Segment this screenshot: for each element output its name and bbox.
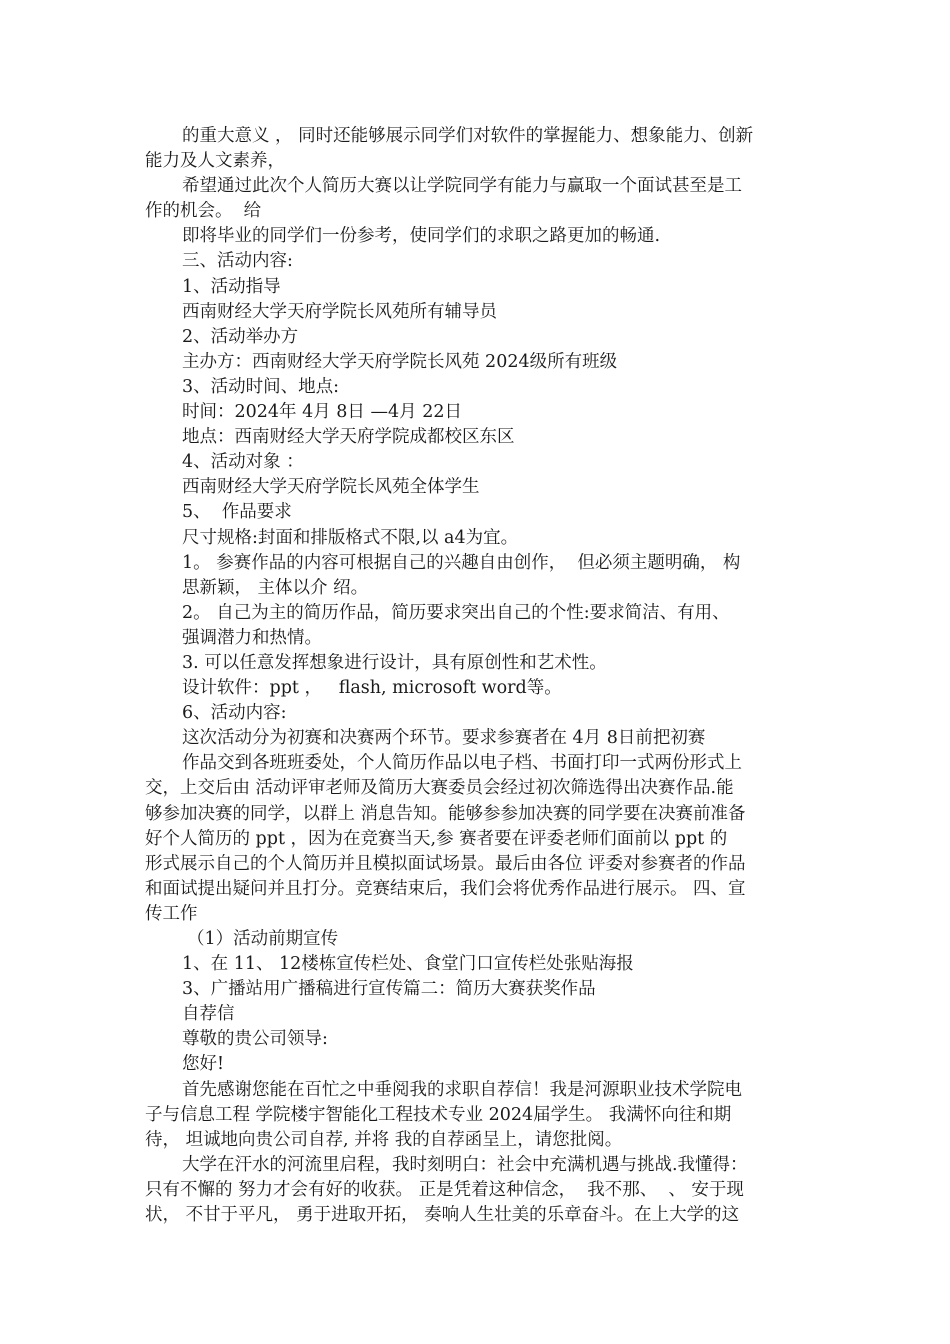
text-line: 够参加决赛的同学，以群上 消息告知。能够参参加决赛的同学要在决赛前准备 [145, 803, 746, 824]
text-line: 大学在汗水的河流里启程，我时刻明白：社会中充满机遇与挑战.我懂得： [182, 1154, 748, 1175]
text-line: 3、活动时间、地点: [182, 376, 340, 397]
text-line: 思新颖， 主体以介 绍。 [182, 577, 369, 598]
text-line: 希望通过此次个人简历大赛以让学院同学有能力与赢取一个面试甚至是工 [182, 176, 742, 197]
text-line: 2。 自己为主的简历作品，简历要求突出自己的个性:要求简洁、有用、 [182, 602, 730, 623]
text-line: 时间：2024年 4月 8日 —4月 22日 [182, 402, 462, 423]
text-line: 作品交到各班班委处，个人简历作品以电子档、书面打印一式两份形式上 [182, 753, 742, 774]
text-line: 只有不懈的 努力才会有好的收获。 正是凭着这种信念， 我不那、 、 安于现 [145, 1179, 744, 1200]
text-line: 的重大意义 ， 同时还能够展示同学们对软件的掌握能力、想象能力、创新 [182, 126, 754, 146]
text-line: 自荐信 [182, 1004, 235, 1025]
text-line: 3、广播站用广播稿进行宣传篇二：简历大赛获奖作品 [182, 979, 596, 1000]
text-line: 强调潜力和热情。 [182, 627, 322, 648]
text-line: 子与信息工程 学院楼宇智能化工程技术专业 2024届学生。 我满怀向往和期 [145, 1104, 732, 1125]
text-line: 好个人简历的 ppt ，因为在竞赛当天,参 赛者要在评委老师们面前以 ppt 的 [145, 828, 728, 849]
text-line: 形式展示自己的个人简历并且模拟面试场景。最后由各位 评委对参赛者的作品 [145, 853, 746, 874]
text-line: 地点：西南财经大学天府学院成都校区东区 [182, 427, 515, 448]
text-line: 状， 不甘于平凡， 勇于进取开拓， 奏响人生壮美的乐章奋斗。在上大学的这 [145, 1205, 740, 1226]
text-line: 待， 坦诚地向贵公司自荐, 并将 我的自荐函呈上，请您批阅。 [145, 1129, 623, 1150]
text-line: 您好! [182, 1054, 225, 1075]
text-line: 首先感谢您能在百忙之中垂阅我的求职自荐信！我是河源职业技术学院电 [182, 1079, 742, 1100]
text-line: 尺寸规格:封面和排版格式不限,以 a4为宜。 [182, 527, 519, 548]
text-line: 4、活动对象 ： [182, 452, 304, 473]
text-line: 三、活动内容: [182, 251, 293, 272]
text-line: 3. 可以任意发挥想象进行设计，具有原创性和艺术性。 [182, 652, 607, 673]
text-line: 5、 作品要求 [182, 502, 292, 523]
text-line: 和面试提出疑问并且打分。竞赛结束后，我们会将优秀作品进行展示。 四、宣 [145, 878, 746, 899]
text-line: （1）活动前期宣传 [187, 929, 339, 949]
text-line: 1、在 11、 12楼栋宣传栏处、食堂门口宣传栏处张贴海报 [182, 954, 634, 975]
text-line: 6、活动内容: [182, 703, 287, 724]
text-line: 1。 参赛作品的内容可根据自己的兴趣自由创作， 但必须主题明确， 构 [182, 552, 741, 573]
text-line: 交，上交后由 活动评审老师及简历大赛委员会经过初次筛选得出决赛作品.能 [145, 778, 734, 799]
text-line: 1、活动指导 [182, 276, 281, 297]
text-line: 西南财经大学天府学院长风苑全体学生 [182, 477, 480, 498]
text-line: 这次活动分为初赛和决赛两个环节。要求参赛者在 4月 8日前把初赛 [182, 728, 706, 749]
text-line: 2、活动举办方 [182, 326, 299, 347]
text-line: 主办方：西南财经大学天府学院长风苑 2024级所有班级 [182, 351, 618, 372]
document-body [145, 124, 807, 1228]
text-line: 能力及人文素养， [145, 151, 285, 172]
text-line: 西南财经大学天府学院长风苑所有辅导员 [182, 301, 497, 322]
text-line: 设计软件：ppt ， flash, microsoft word等。 [182, 678, 562, 699]
text-line: 尊敬的贵公司领导: [182, 1029, 328, 1050]
text-line: 即将毕业的同学们一份参考，使同学们的求职之路更加的畅通. [182, 226, 661, 247]
text-line: 传工作 [145, 903, 198, 924]
text-line: 作的机会。 给 [145, 201, 262, 222]
